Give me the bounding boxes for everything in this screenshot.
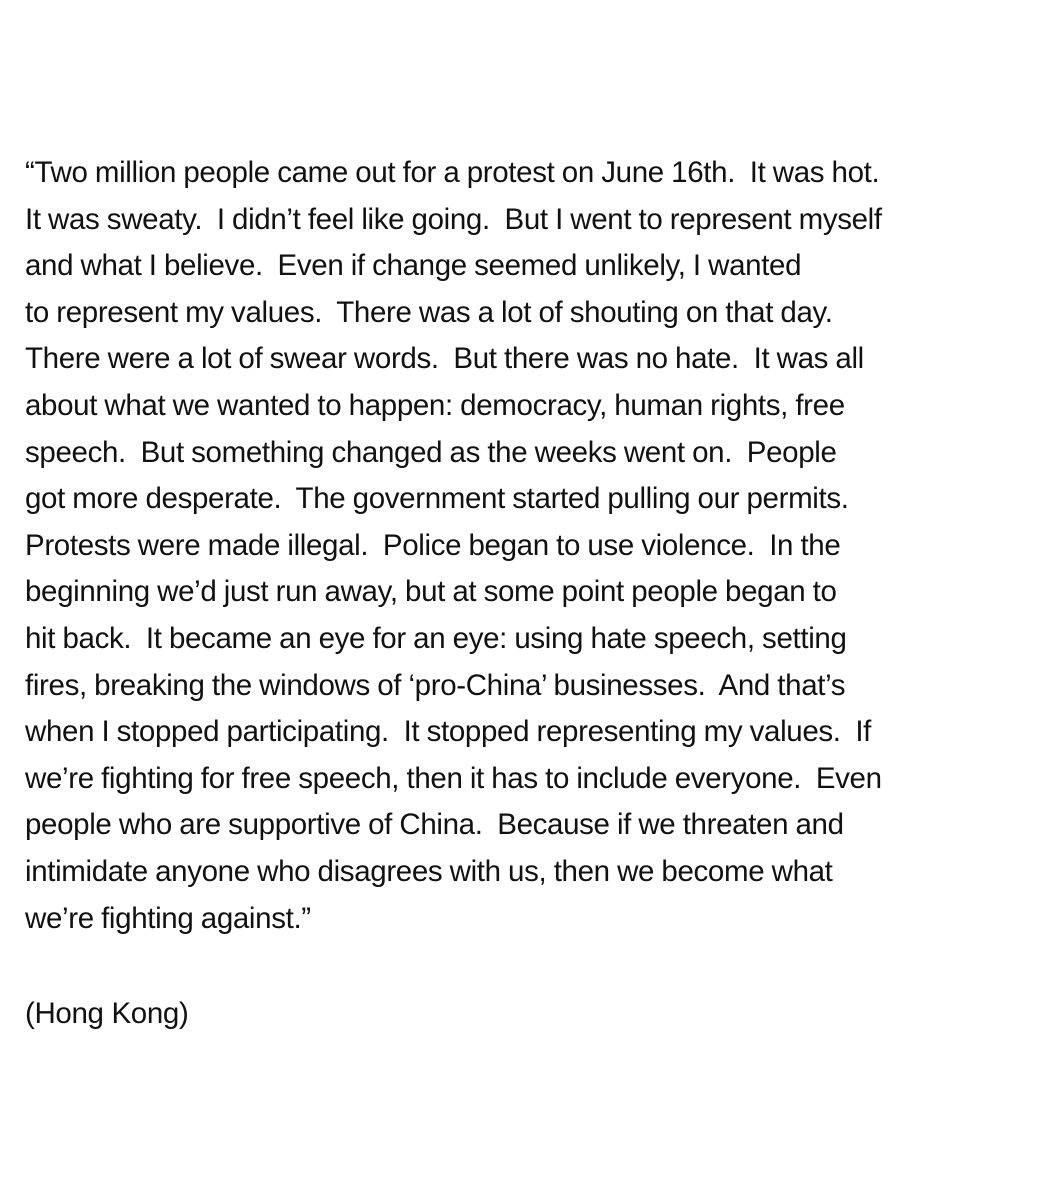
quote-line: It was sweaty. I didn’t feel like going. But I went to represent myself <box>25 202 882 236</box>
quote-line: fires, breaking the windows of ‘pro-China’ businesses. And that’s <box>25 668 846 702</box>
quote-line: beginning we’d just run away, but at some point people began to <box>25 575 837 609</box>
quote-line: intimidate anyone who disagrees with us, then we become what <box>25 854 833 888</box>
quote-line: got more desperate. The government started pulling our permits. <box>25 482 849 516</box>
quote-line: speech. But something changed as the weeks went on. People <box>25 435 837 469</box>
quote-line: when I stopped participating. It stopped representing my values. If <box>25 715 872 749</box>
quote-line: we’re fighting against.” <box>25 901 311 935</box>
quote-line: to represent my values. There was a lot of shouting on that day. <box>25 295 833 329</box>
quote-line: people who are supportive of China. Because if we threaten and <box>25 808 844 842</box>
quote-line: “Two million people came out for a protest on June 16th. It was hot. <box>25 156 880 189</box>
quote-line: Protests were made illegal. Police began to use violence. In the <box>25 528 841 562</box>
quote-text <box>25 150 1035 942</box>
quote-line: and what I believe. Even if change seemed unlikely, I wanted <box>25 249 802 283</box>
quote-line: about what we wanted to happen: democracy, human rights, free <box>25 388 845 422</box>
quote-line: we’re fighting for free speech, then it has to include everyone. Even <box>25 761 882 795</box>
quote-line: There were a lot of swear words. But there was no hate. It was all <box>25 342 864 376</box>
quote-line: hit back. It became an eye for an eye: using hate speech, setting <box>25 621 847 655</box>
location-label: (Hong Kong) <box>25 997 189 1030</box>
